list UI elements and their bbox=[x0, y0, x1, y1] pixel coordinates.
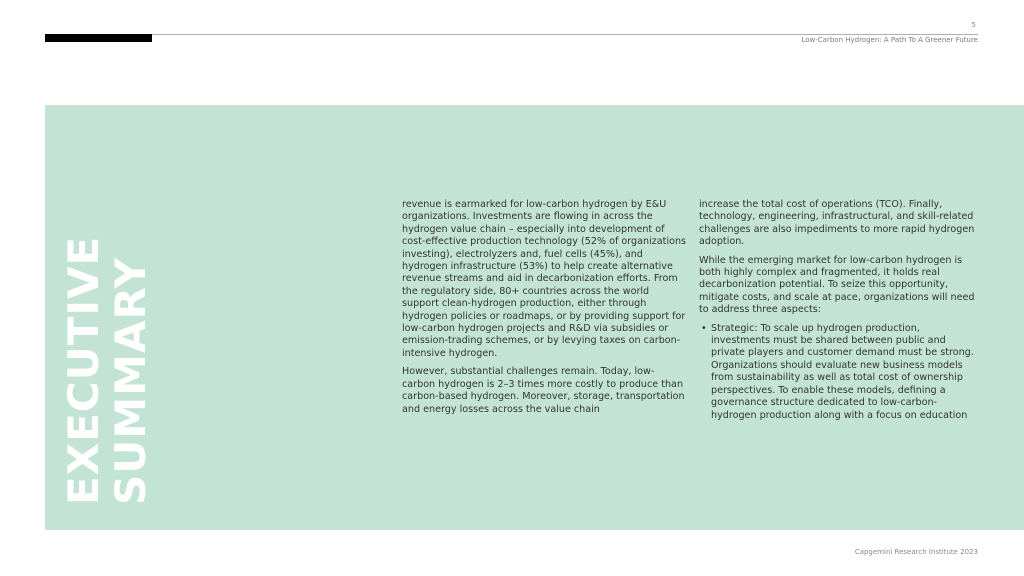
paragraph: However, substantial challenges remain. Today, low-carbon hydrogen is 2–3 times more costly to produce than carbon-based hydrogen. Moreover, storage, transportation and energy losses across the value chain bbox=[402, 366, 685, 415]
paragraph: increase the total cost of operations (TCO). Finally, technology, engineering, infrastructural, and skill-related challenges are also impediments to more rapid hydrogen adoption. bbox=[699, 199, 975, 248]
paragraph: revenue is earmarked for low-carbon hydrogen by E&U organizations. Investments are flowing in across the hydrogen value chain – especially into development of cost-effective production technology (52% of organizations investing), electrolyzers and, fuel cells (45%), and hydrogen infrastructure (53%) to help create alternative revenue streams and aid in decarbonization efforts. From the regulatory side, 80+ countries across the world support clean-hydrogen production, either through hydrogen policies or roadmaps, or by providing support for low-carbon hydrogen projects and R&D via subsidies or emission-trading schemes, or by levying taxes on carbon-intensive hydrogen. bbox=[402, 199, 687, 359]
paragraph: While the emerging market for low-carbon hydrogen is both highly complex and fragmented, it holds real decarbonization potential. To seize this opportunity, mitigate costs, and scale at pace, organizations will need to address three aspects: bbox=[699, 254, 975, 316]
list-item bbox=[699, 323, 981, 422]
section-title bbox=[60, 236, 154, 505]
body-column-left bbox=[402, 199, 687, 422]
section-title-line-2: SUMMARY bbox=[106, 257, 155, 505]
body-column-right bbox=[699, 199, 981, 422]
header-divider bbox=[152, 34, 978, 35]
bullet-icon: • bbox=[701, 322, 707, 334]
footer-credit: Capgemini Research Institute 2023 bbox=[854, 548, 978, 556]
document-title: Low-Carbon Hydrogen: A Path To A Greener Future bbox=[801, 36, 978, 44]
header-accent-bar bbox=[45, 34, 152, 42]
list-item-text: Strategic: To scale up hydrogen production, investments must be shared between public and private players and customer demand must be strong. Organizations should evaluate new business models from sustainability as well as total cost of ownership perspectives. To enable these models, defining a governance structure dedicated to low-carbon-hydrogen production along with a focus on education bbox=[711, 322, 974, 421]
section-title-line-1: EXECUTIVE bbox=[59, 235, 108, 505]
bullet-list bbox=[699, 323, 981, 422]
page-number: 5 bbox=[971, 21, 976, 29]
